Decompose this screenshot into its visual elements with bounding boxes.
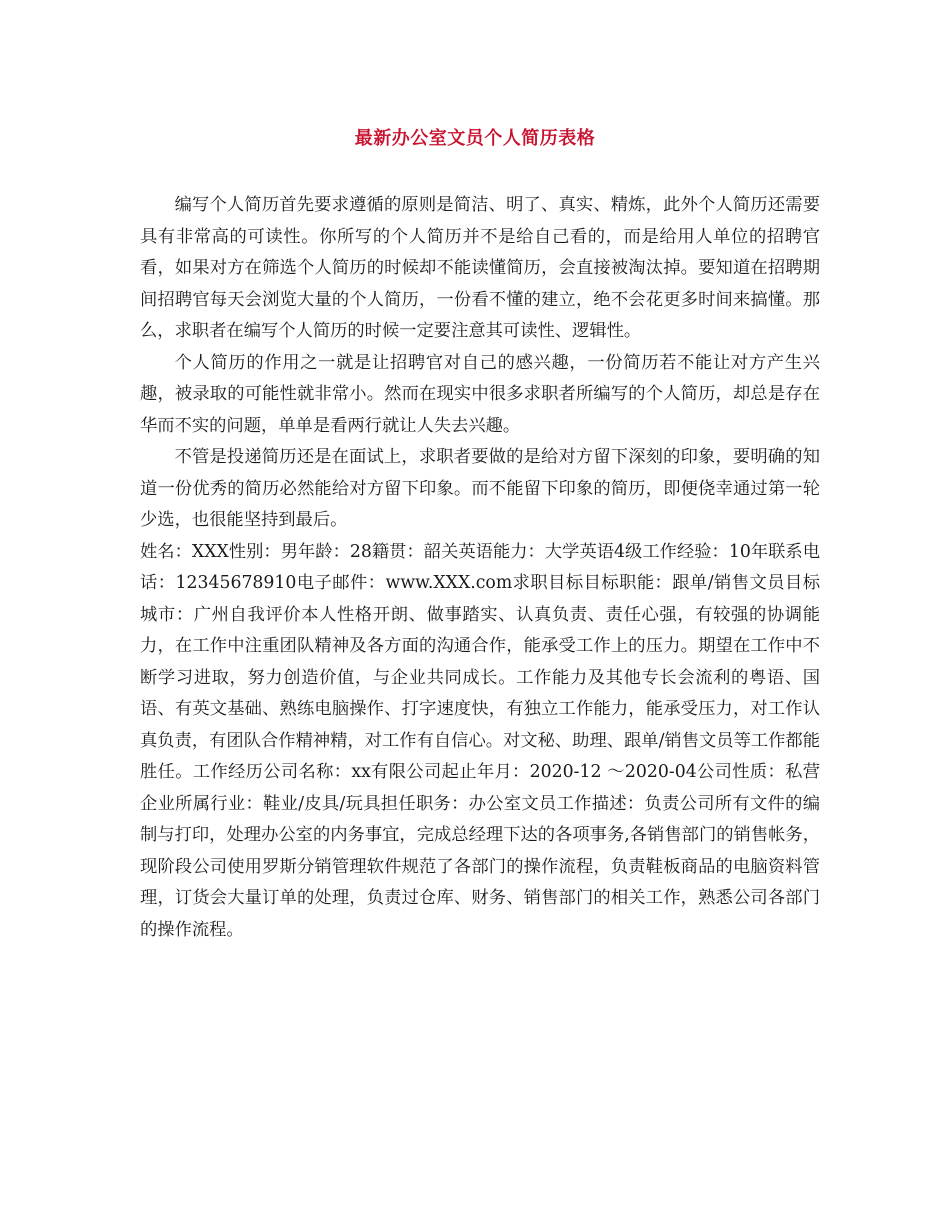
paragraph-impression: 不管是投递简历还是在面试上，求职者要做的是给对方留下深刻的印象，要明确的知道一份优秀的简历必然能给对方留下印象。而不能留下印象的简历，即便侥幸通过第一轮少选，也很能坚持到最后。 (140, 447, 820, 530)
document-body (140, 190, 820, 946)
resume-details: 姓名：XXX性别：男年龄：28籍贯：韶关英语能力：大学英语4级工作经验：10年联系电话：12345678910电子邮件：www.XXX.com求职目标目标职能：跟单/销售文员目标城市：广州自我评价本人性格开朗、做事踏实、认真负责、责任心强，有较强的协调能力，在工作中注重团队精神及各方面的沟通合作，能承受工作上的压力。期望在工作中不断学习进取，努力创造价值，与企业共同成长。工作能力及其他专长会流利的粤语、国语、有英文基础、熟练电脑操作、打字速度快，有独立工作能力，能承受压力，对工作认真负责，有团队合作精神精，对工作有自信心。对文秘、助理、跟单/销售文员等工作都能胜任。工作经历公司名称：xx有限公司起止年月：2020-12 ～2020-04公司性质：私营企业所属行业：鞋业/皮具/玩具担任职务：办公室文员工作描述：负责公司所有文件的编制与打印，处理办公室的内务事宜，完成总经理下达的各项事务,各销售部门的销售帐务，现阶段公司使用罗斯分销管理软件规范了各部门的操作流程，负责鞋板商品的电脑资料管理，订货会大量订单的处理，负责过仓库、财务、销售部门的相关工作，熟悉公司各部门的操作流程。 (140, 541, 820, 940)
paragraph-purpose: 个人简历的作用之一就是让招聘官对自己的感兴趣，一份简历若不能让对方产生兴趣，被录取的可能性就非常小。然而在现实中很多求职者所编写的个人简历，却总是存在华而不实的问题，单单是看两行就让人失去兴趣。 (140, 352, 820, 436)
paragraph-principles: 编写个人简历首先要求遵循的原则是简洁、明了、真实、精炼，此外个人简历还需要具有非常高的可读性。你所写的个人简历并不是给自己看的，而是给用人单位的招聘官看，如果对方在筛选个人简历的时候却不能读懂简历，会直接被淘汰掉。要知道在招聘期间招聘官每天会浏览大量的个人简历，一份看不懂的建立，绝不会花更多时间来搞懂。那么，求职者在编写个人简历的时候一定要注意其可读性、逻辑性。 (140, 195, 820, 341)
document-title: 最新办公室文员个人简历表格 (354, 128, 596, 149)
